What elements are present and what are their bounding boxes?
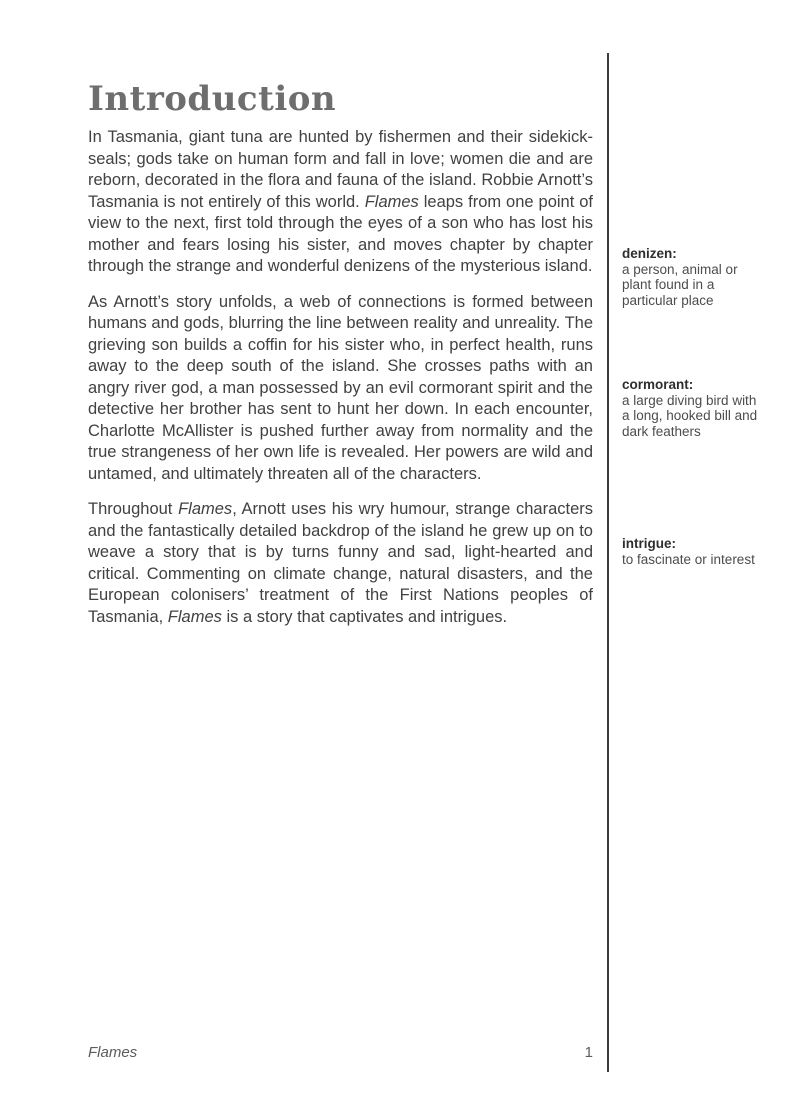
page-title: Introduction	[88, 79, 337, 119]
paragraph-1	[88, 127, 593, 278]
book-title-italic: Flames	[178, 500, 233, 518]
book-title-italic: Flames	[167, 607, 222, 626]
glossary-definition: a large diving bird with a long, hooked bill and dark feathers	[622, 392, 758, 439]
glossary-term: denizen:	[622, 246, 677, 261]
glossary-entry-denizen	[622, 246, 764, 308]
text-run: is a story that captivates and intrigues.	[221, 607, 508, 626]
paragraph-3	[88, 499, 593, 628]
glossary-term: intrigue:	[622, 536, 676, 551]
footer-page-number: 1	[584, 1044, 593, 1061]
book-title-italic: Flames	[364, 192, 419, 211]
text-run: , Arnott uses his wry humour, strange characters and the fantastically detailed backdrop of the island he grew up on to weave a story that is by turns funny and sad, light-hearted and critical. Commenting on climate change, natural disasters, and the European colonisers’ treatment of the First Nations peoples of Tasmania,	[88, 500, 593, 626]
text-run: In Tasmania, giant tuna are hunted by fishermen and their sidekick-seals; gods take on human form and fall in love; women die and are reborn, decorated in the flora and fauna of the island. Robbie Arnott’s Tasmania is not entirely of this world.	[88, 128, 593, 211]
glossary-entry-intrigue	[622, 536, 764, 567]
text-run: leaps from one point of view to the next, first told through the eyes of a son who has lost his mother and fears losing his sister, and moves chapter by chapter through the strange and wonderful denizens of the mysterious island.	[88, 192, 594, 275]
page-footer	[88, 1044, 593, 1061]
glossary-entry-cormorant	[622, 377, 764, 439]
main-column	[88, 80, 593, 642]
glossary-term: cormorant:	[622, 377, 694, 392]
glossary-definition: to fascinate or interest	[622, 551, 755, 567]
text-run: As Arnott’s story unfolds, a web of connections is formed between humans and gods, blurring the line between reality and unreality. The grieving son builds a coffin for his sister who, in perfect health, runs away to the deep south of the island. She crosses paths with an angry river god, a man possessed by an evil cormorant spirit and the detective her brother has sent to hunt her down. In each encounter, Charlotte McAllister is pushed further away from normality and the true strangeness of her own life is revealed. Her powers are wild and untamed, and ultimately threaten all of the characters.	[88, 292, 593, 483]
footer-book-title: Flames	[88, 1044, 138, 1061]
text-run: Throughout	[88, 500, 179, 518]
vertical-divider	[607, 53, 609, 1072]
glossary-definition: a person, animal or plant found in a particular place	[622, 261, 738, 308]
paragraph-2	[88, 292, 593, 486]
